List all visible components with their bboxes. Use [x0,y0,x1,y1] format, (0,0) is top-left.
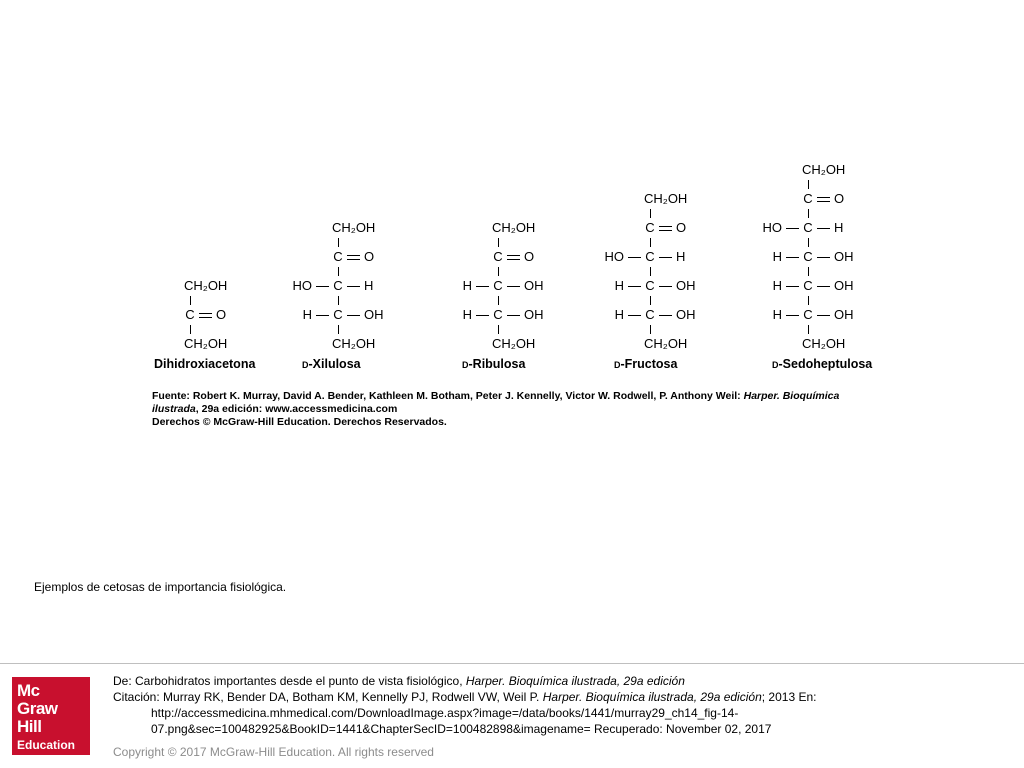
carbon-label: CH₂OH [644,191,688,206]
carbon-label: CH₂OH [644,336,688,351]
atom-row [770,335,900,353]
carbon-label: CH₂OH [332,336,376,351]
bond-left [316,315,329,316]
bond-vertical [808,267,809,276]
bond-vertical [650,325,651,334]
chapter-title: De: Carbohidratos importantes desde el punto de vista fisiológico, [113,674,466,688]
carbon-label: C [803,220,813,235]
atom-row [612,335,742,353]
atom-row [152,306,282,324]
bond-vertical [498,267,499,276]
atom-row [300,219,430,237]
molecule-name [462,357,525,371]
carbon-label: CH₂OH [332,220,376,235]
bond-right [507,286,520,287]
bond-left [628,257,641,258]
bond-right [347,286,360,287]
bond-right [507,315,520,316]
double-bond-right [659,226,672,227]
carbon-label: C [803,278,813,293]
double-bond-right-2 [659,230,672,231]
copyright-notice: Copyright © 2017 McGraw-Hill Education. All rights reserved [113,745,434,759]
bond-vertical [338,267,339,276]
logo-text-mc: Mc [17,681,40,700]
left-substituent: H [614,307,624,322]
bond-right [659,315,672,316]
logo-text-graw: Graw [17,699,58,718]
bond-vertical [808,325,809,334]
right-substituent: OH [834,278,854,293]
mcgraw-hill-logo [12,677,90,755]
chapter-book: Harper. Bioquímica ilustrada, 29a edición [465,674,685,688]
atom-row [460,277,590,295]
left-substituent: HO [762,220,782,235]
atom-row [770,248,900,266]
bond-vertical [498,238,499,247]
carbon-label: C [333,307,343,322]
carbon-label: C [185,307,195,322]
carbon-label: C [803,249,813,264]
left-substituent: H [302,307,312,322]
carbon-label: CH₂OH [184,278,228,293]
atom-row [604,248,742,266]
atom-row [300,248,430,266]
source-book-title: Harper. Bioquímica [743,390,840,402]
bond-right [659,257,672,258]
bond-left [476,286,489,287]
configuration-prefix: D [302,360,309,370]
right-substituent: OH [524,278,544,293]
footer-divider [0,663,1024,664]
carbon-label: C [493,307,503,322]
bond-left [476,315,489,316]
molecule-name [302,357,361,371]
left-substituent: H [614,278,624,293]
source-rights: Derechos © McGraw-Hill Education. Derechos Reservados. [152,416,447,428]
left-substituent: H [462,307,472,322]
molecule-0 [152,155,282,370]
right-substituent: H [834,220,844,235]
atom-row [300,306,430,324]
atom-row [612,277,742,295]
right-substituent: OH [834,307,854,322]
bond-right [817,286,830,287]
bond-vertical [808,296,809,305]
right-substituent: O [524,249,535,264]
double-bond-right-2 [507,259,520,260]
molecule-name-text: -Sedoheptulosa [778,357,873,371]
double-bond-right-2 [817,201,830,202]
bond-left [628,286,641,287]
bond-vertical [808,209,809,218]
left-substituent: H [462,278,472,293]
atom-row [460,306,590,324]
bond-right [817,315,830,316]
bond-vertical [338,238,339,247]
atom-row [460,335,590,353]
atom-row [460,219,590,237]
double-bond-right [817,197,830,198]
figure-caption: Ejemplos de cetosas de importancia fisiológica. [34,580,287,594]
bond-vertical [190,325,191,334]
ketose-figure [150,155,873,430]
bond-left [316,286,329,287]
figure-source [152,390,868,429]
atom-row [300,335,430,353]
left-substituent: H [772,249,782,264]
double-bond-right [347,255,360,256]
configuration-prefix: D [462,360,469,370]
right-substituent: OH [364,307,384,322]
molecule-name [614,357,677,371]
molecule-1 [292,155,430,371]
bond-vertical [808,180,809,189]
source-edition: , 29a edición: www.accessmedicina.com [195,403,398,415]
bond-left [786,286,799,287]
citation-url[interactable]: http://accessmedicina.mhmedical.com/DownloadImage.aspx?image=/data/books/1441/murray29_ch14_fig-14- [151,706,739,720]
bond-vertical [650,267,651,276]
atom-row [770,306,900,324]
bond-vertical [338,325,339,334]
carbon-label: C [333,249,343,264]
carbon-label: C [645,220,655,235]
citation-book: Harper. Bioquímica ilustrada, 29a edición [542,690,762,704]
double-bond-right-2 [199,317,212,318]
right-substituent: O [834,191,845,206]
right-substituent: H [364,278,374,293]
citation-block [113,673,1013,737]
carbon-label: CH₂OH [802,162,846,177]
right-substituent: OH [834,249,854,264]
configuration-prefix: D [772,360,779,370]
atom-row [770,190,900,208]
bond-left [786,315,799,316]
carbon-label: C [803,307,813,322]
atom-row [152,277,282,295]
carbon-label: C [333,278,343,293]
configuration-prefix: D [614,360,621,370]
right-substituent: OH [676,278,696,293]
bond-vertical [650,296,651,305]
carbon-label: C [645,278,655,293]
right-substituent: O [364,249,375,264]
atom-row [292,277,430,295]
source-chapter [113,673,1013,689]
bond-vertical [650,209,651,218]
citation-url-cont[interactable]: 07.png&sec=100482925&BookID=1441&ChapterSecID=100482898&imagename= Recuperado: November 02, 2017 [151,722,772,736]
bond-vertical [650,238,651,247]
atom-row [612,219,742,237]
citation-authors: Citación: Murray RK, Bender DA, Botham KM, Kennelly PJ, Rodwell VW, Weil P. [113,690,543,704]
double-bond-right-2 [347,259,360,260]
bond-right [659,286,672,287]
carbon-label: C [493,278,503,293]
right-substituent: OH [676,307,696,322]
atom-row [612,306,742,324]
carbon-label: C [493,249,503,264]
bond-vertical [338,296,339,305]
double-bond-right [507,255,520,256]
bond-vertical [498,296,499,305]
atom-row [770,161,900,179]
carbon-label: C [645,307,655,322]
molecule-3 [604,155,742,371]
molecule-name-text: Dihidroxiacetona [154,357,256,371]
left-substituent: HO [604,249,624,264]
bond-left [786,257,799,258]
bond-right [817,228,830,229]
carbon-label: CH₂OH [492,336,536,351]
right-substituent: O [676,220,687,235]
bond-right [817,257,830,258]
citation-text [113,689,1013,705]
right-substituent: H [676,249,686,264]
source-authors: Fuente: Robert K. Murray, David A. Bender, Kathleen M. Botham, Peter J. Kennelly, Victor W. Rodwell, P. Anthony Weil: [152,390,744,402]
carbon-label: C [645,249,655,264]
double-bond-right [199,313,212,314]
right-substituent: O [216,307,227,322]
molecule-name-text: -Fructosa [620,357,678,371]
molecule-name-text: -Xilulosa [308,357,361,371]
carbon-label: CH₂OH [492,220,536,235]
molecule-name [772,357,872,371]
bond-left [628,315,641,316]
atom-row [770,277,900,295]
atom-row [612,190,742,208]
carbon-label: C [803,191,813,206]
source-book-title-cont: ilustrada [152,403,196,415]
logo-text-education: Education [17,738,76,752]
bond-right [347,315,360,316]
molecule-name-text: -Ribulosa [468,357,526,371]
bond-vertical [190,296,191,305]
left-substituent: H [772,278,782,293]
bond-left [786,228,799,229]
atom-row [460,248,590,266]
molecule-name [154,357,255,371]
molecule-2 [460,155,590,370]
molecule-4 [762,155,900,371]
carbon-label: CH₂OH [184,336,228,351]
left-substituent: H [772,307,782,322]
carbon-label: CH₂OH [802,336,846,351]
atom-row [152,335,282,353]
logo-text-hill: Hill [17,717,42,736]
bond-vertical [808,238,809,247]
citation-year: ; 2013 En: [761,690,817,704]
right-substituent: OH [524,307,544,322]
bond-vertical [498,325,499,334]
atom-row [762,219,900,237]
left-substituent: HO [292,278,312,293]
